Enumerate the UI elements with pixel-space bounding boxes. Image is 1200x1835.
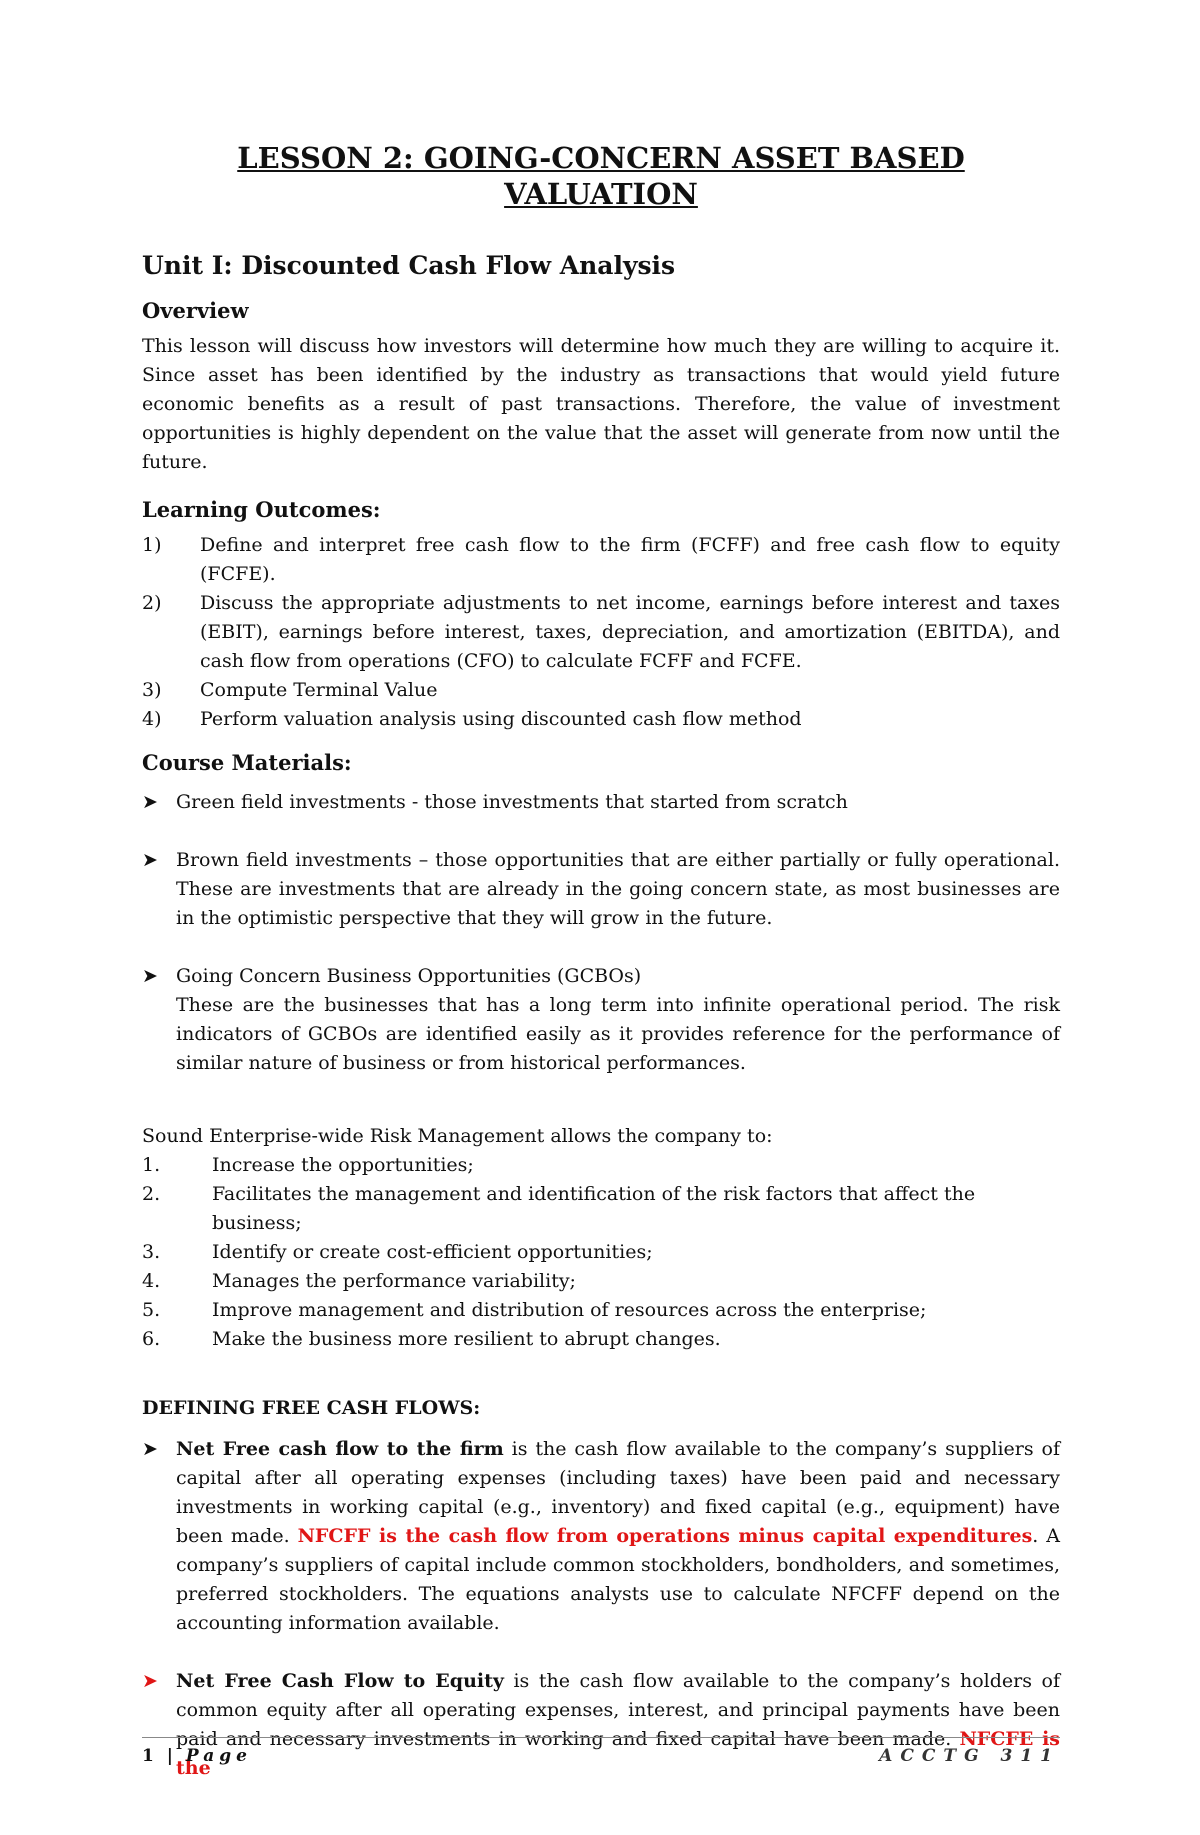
list-item: 2. Facilitates the management and identification of the risk factors that affect the business; <box>142 1183 976 1234</box>
arrow-bullet-icon: ➤ <box>142 849 158 871</box>
overview-text: This lesson will discuss how investors will determine how much they are willing to acquire it. Since asset has been identified by the industry as transactions that would yield future economic benefits as a result of past transactions. Therefore, the value of investment opportunities is highly dependent on the value that the asset will generate from now until the future. <box>142 335 1060 473</box>
page-number: 1 | Page <box>142 1746 252 1766</box>
list-item: ➤ Green field investments - those investments that started from scratch <box>142 788 1060 817</box>
learning-outcomes-heading: Learning Outcomes: <box>142 497 381 522</box>
erm-intro: Sound Enterprise-wide Risk Management allows the company to: <box>142 1125 773 1147</box>
learning-outcomes-list <box>142 531 1060 734</box>
course-materials-list <box>142 788 1060 1078</box>
list-item: 1. Increase the opportunities; <box>142 1154 474 1176</box>
list-item: 3) Compute Terminal Value <box>142 679 438 701</box>
page-footer <box>142 1737 1060 1768</box>
list-item: 2) Discuss the appropriate adjustments to net income, earnings before interest and taxes (EBIT), earnings before interest, taxes, depreciation, and amortization (EBITDA), and cash flow from operations (CFO) to calculate FCFF and FCFE. <box>142 592 1060 672</box>
erm-list <box>142 1151 1060 1354</box>
arrow-bullet-icon: ➤ <box>142 791 158 813</box>
list-item: 5. Improve management and distribution of resources across the enterprise; <box>142 1299 927 1321</box>
list-item: ➤ Brown field investments – those opportunities that are either partially or fully operational. These are investments that are already in the going concern state, as most businesses are in the optimistic perspective that they will grow in the future. <box>142 846 1060 933</box>
list-item: 6. Make the business more resilient to abrupt changes. <box>142 1328 721 1350</box>
course-materials-heading: Course Materials: <box>142 750 352 775</box>
list-item: ➤ Net Free Cash Flow to Equity is the cash flow available to the company’s holders of common equity after all operating expenses, interest, and principal payments have been paid and necessary investments in working and fixed capital have been made. NFCFE is the <box>142 1667 1060 1783</box>
arrow-bullet-icon: ➤ <box>142 965 158 987</box>
list-item: 4) Perform valuation analysis using discounted cash flow method <box>142 708 802 730</box>
overview-heading: Overview <box>142 298 249 323</box>
unit-title: Unit I: Discounted Cash Flow Analysis <box>142 251 676 280</box>
list-item: ➤ Net Free cash flow to the firm is the cash flow available to the company’s suppliers of capital after all operating expenses (including taxes) have been paid and necessary investments in working capital (e.g., inventory) and fixed capital (e.g., equipment) have been made. NFCFF is the cash flow from operations minus capital expenditures. A company’s suppliers of capital include common stockholders, bondholders, and sometimes, preferred stockholders. The equations analysts use to calculate NFCFF depend on the accounting information available. <box>142 1435 1060 1638</box>
list-item: 4. Manages the performance variability; <box>142 1270 576 1292</box>
page-content <box>142 140 1060 1812</box>
defining-list <box>142 1435 1060 1783</box>
list-item: ➤ Going Concern Business Opportunities (GCBOs) These are the businesses that has a long term into infinite operational period. The risk indicators of GCBOs are identified easily as it provides reference for the performance of similar nature of business or from historical performances. <box>142 962 1060 1078</box>
arrow-bullet-icon: ➤ <box>142 1438 158 1460</box>
lesson-title: LESSON 2: GOING-CONCERN ASSET BASED VALUATION <box>237 141 965 211</box>
course-code: ACCTG 311 <box>879 1746 1060 1766</box>
list-item: 3. Identify or create cost-efficient opportunities; <box>142 1241 653 1263</box>
arrow-bullet-icon: ➤ <box>142 1670 158 1692</box>
defining-heading: DEFINING FREE CASH FLOWS: <box>142 1397 481 1419</box>
list-item: 1) Define and interpret free cash flow to the firm (FCFF) and free cash flow to equity (FCFE). <box>142 534 1060 585</box>
